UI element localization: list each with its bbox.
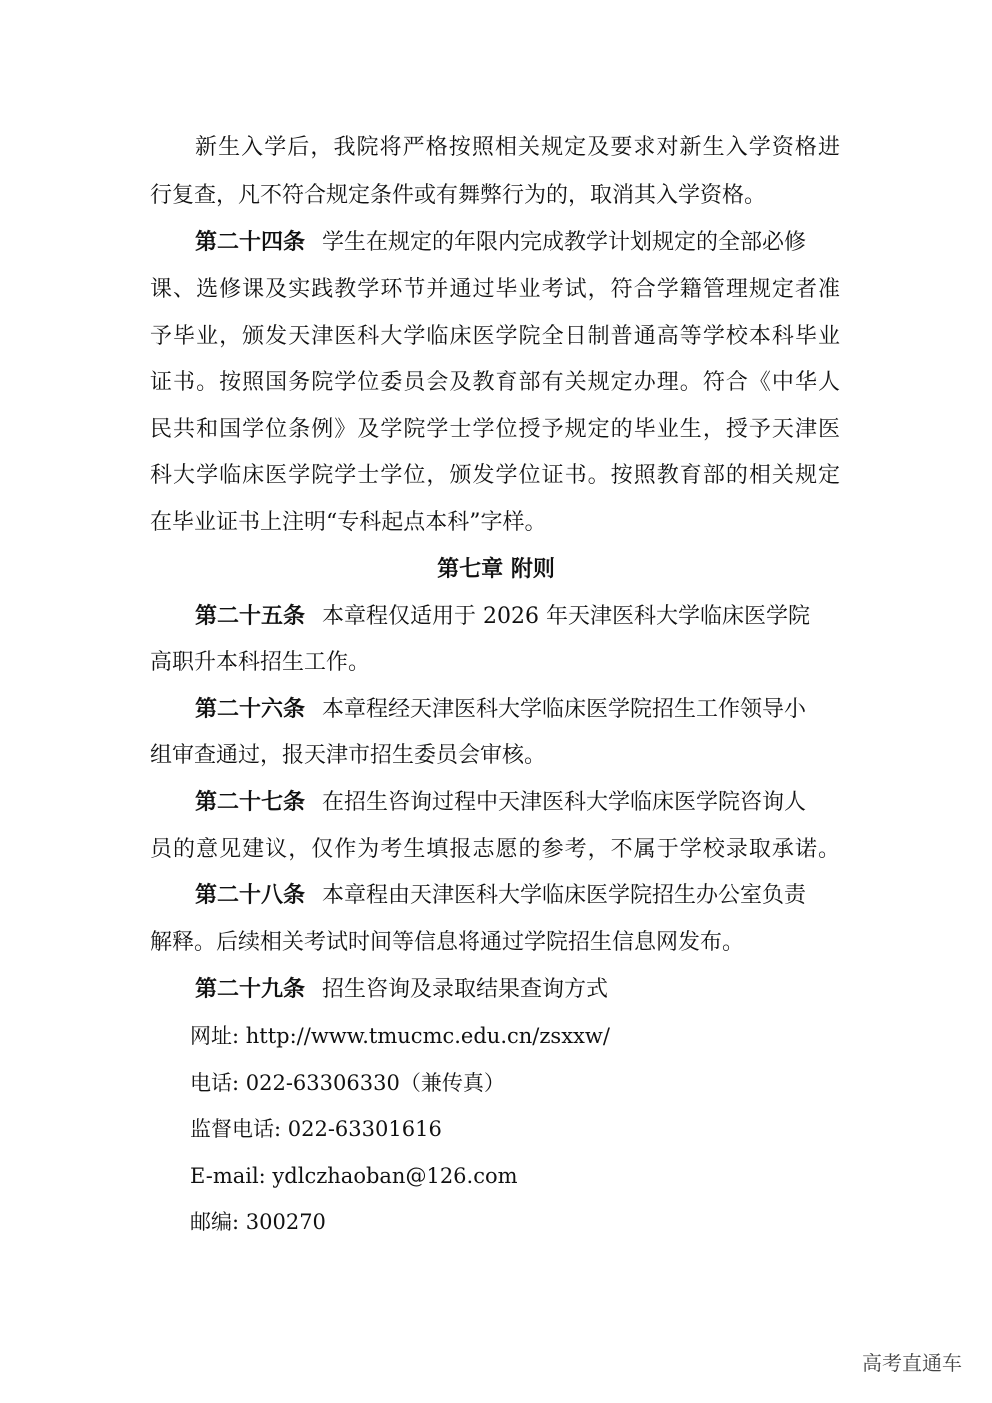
intro-line-2: 行复查，凡不符合规定条件或有舞弊行为的，取消其入学资格。 bbox=[150, 183, 767, 208]
contact-supervision-phone: 监督电话: 022-63301616 bbox=[190, 1117, 442, 1141]
article-28-label: 第二十八条 bbox=[195, 883, 306, 908]
chapter-heading: 第七章 附则 bbox=[437, 557, 555, 582]
article-28-line-1: 第二十八条 本章程由天津医科大学临床医学院招生办公室负责 bbox=[195, 883, 807, 908]
article-26-label: 第二十六条 bbox=[195, 697, 306, 722]
article-25-line-2: 高职升本科招生工作。 bbox=[150, 650, 371, 675]
article-24-line-6: 科大学临床医学院学士学位，颁发学位证书。按照教育部的相关规定 bbox=[150, 463, 840, 488]
article-27-line-2: 员的意见建议，仅作为考生填报志愿的参考，不属于学校录取承诺。 bbox=[150, 837, 840, 862]
contact-phone: 电话: 022-63306330（兼传真） bbox=[190, 1071, 505, 1095]
article-24-line-4: 证书。按照国务院学位委员会及教育部有关规定办理。符合《中华人 bbox=[150, 370, 840, 395]
contact-postcode: 邮编: 300270 bbox=[190, 1210, 326, 1234]
article-29-label: 第二十九条 bbox=[195, 977, 306, 1002]
article-26-line-1: 第二十六条 本章程经天津医科大学临床医学院招生工作领导小 bbox=[195, 697, 807, 722]
contact-website: 网址: http://www.tmucmc.edu.cn/zsxxw/ bbox=[190, 1024, 610, 1048]
contact-email: E-mail: ydlczhaoban@126.com bbox=[190, 1164, 518, 1188]
article-26-line-2: 组审查通过，报天津市招生委员会审核。 bbox=[150, 743, 547, 768]
article-24-line-3: 予毕业，颁发天津医科大学临床医学院全日制普通高等学校本科毕业 bbox=[150, 324, 840, 349]
article-25-label: 第二十五条 bbox=[195, 604, 306, 629]
article-24-label: 第二十四条 bbox=[195, 230, 306, 255]
article-27-label: 第二十七条 bbox=[195, 790, 306, 815]
intro-line-1: 新生入学后，我院将严格按照相关规定及要求对新生入学资格进 bbox=[195, 135, 840, 160]
article-24-line-7: 在毕业证书上注明“专科起点本科”字样。 bbox=[150, 510, 547, 535]
article-24-line-1: 第二十四条 学生在规定的年限内完成教学计划规定的全部必修 bbox=[195, 230, 807, 255]
article-29-line-1: 第二十九条 招生咨询及录取结果查询方式 bbox=[195, 977, 609, 1002]
article-27-line-1: 第二十七条 在招生咨询过程中天津医科大学临床医学院咨询人 bbox=[195, 790, 807, 815]
article-24-line-5: 民共和国学位条例》及学院学士学位授予规定的毕业生，授予天津医 bbox=[150, 417, 840, 442]
article-28-line-2: 解释。后续相关考试时间等信息将通过学院招生信息网发布。 bbox=[150, 930, 745, 955]
watermark-text: 高考直通车 bbox=[862, 1351, 962, 1375]
article-24-line-2: 课、选修课及实践教学环节并通过毕业考试，符合学籍管理规定者准 bbox=[150, 277, 840, 302]
article-25-line-1: 第二十五条 本章程仅适用于 2026 年天津医科大学临床医学院 bbox=[195, 604, 810, 629]
